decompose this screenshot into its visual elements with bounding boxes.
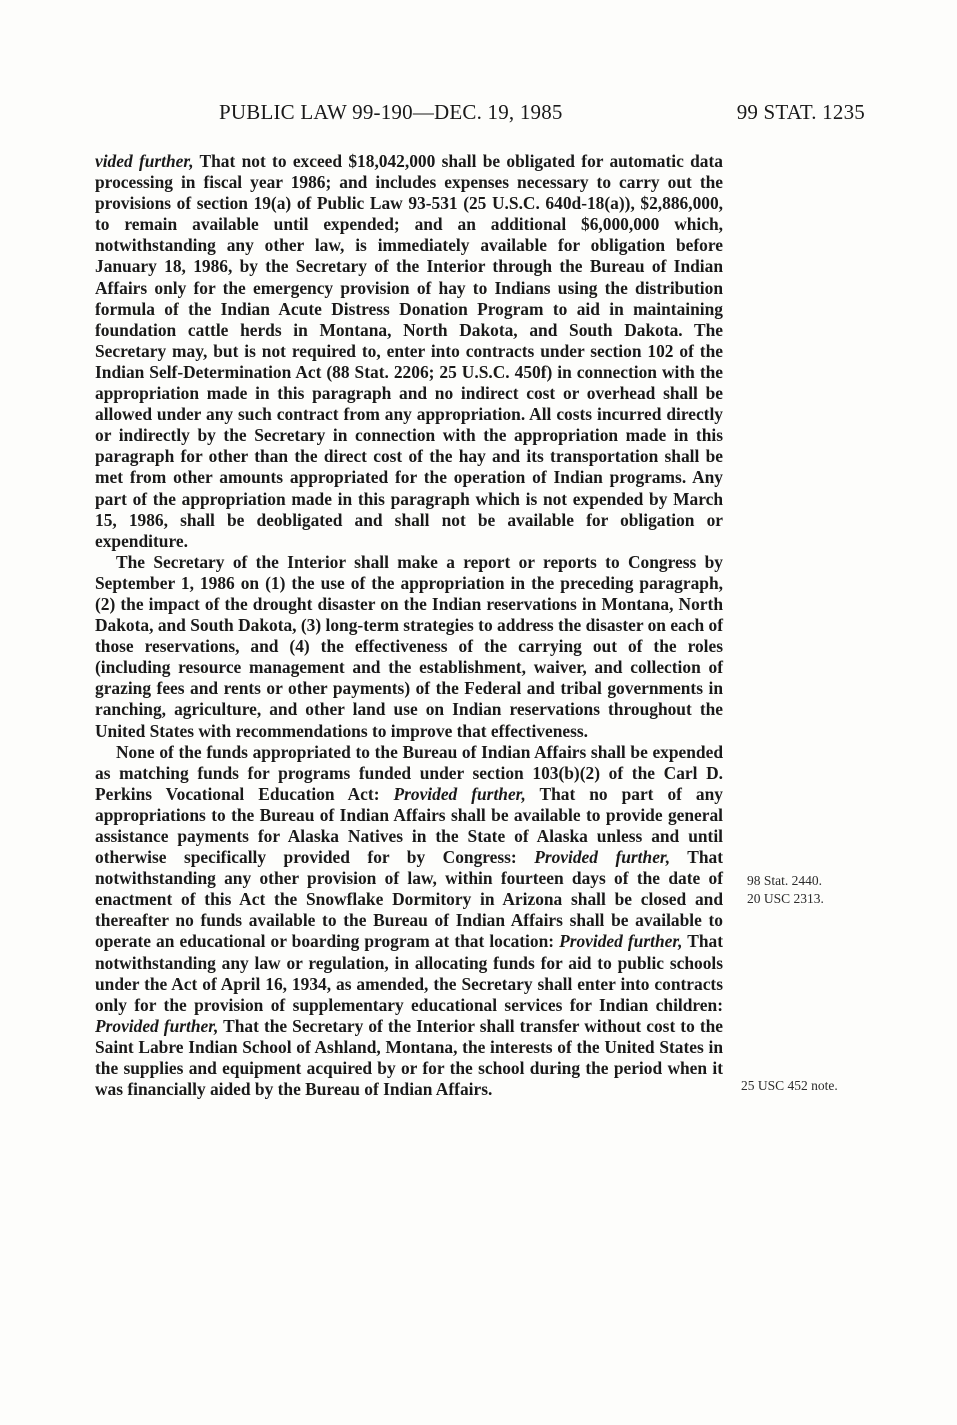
text-segment: Provided further,: [559, 931, 683, 952]
margin-note-line: 25 USC 452 note.: [741, 1078, 838, 1093]
text-segment: That the Secretary of the Interior shall transfer without cost to the Saint Labre Indian School of Ashland, Montana, the interests of the United States in the supplies and equipment acquired by or for the school during the period when it was financially aided by the Bureau of Indian Affairs.: [95, 1015, 723, 1100]
text-segment: Provided further,: [393, 783, 526, 804]
text-segment: That no part of any appropriations to the Bureau of Indian Affairs shall be available to provide general assistance payments for Alaska Natives in the State of Alaska unless and until otherwise specifically provided for by Congress:: [95, 783, 723, 868]
text-segment: The Secretary of the Interior shall make a report or reports to Congress by September 1, 1986 on (1) the use of the appropriation in the preceding paragraph, (2) the impact of the drought disaster on the Indian reservations in Montana, North Dakota, and South Dakota, (3) long-term strategies to address the disaster on each of those reservations, and (4) the effectiveness of the carrying out of the roles (including resource management and the establishment, waiver, and collection of grazing fees and rents or other payments) of the Federal and tribal governments in ranching, agriculture, and other land use on Indian reservations throughout the United States with recommendations to improve that effectiveness.: [95, 551, 723, 741]
body-text: [95, 151, 723, 1100]
text-segment: That notwithstanding any other provision of law, within fourteen days of the date of enactment of this Act the Snowflake Dormitory in Arizona shall be closed and thereafter no funds available to the Bureau of Indian Affairs shall be available to operate an educational or boarding program at that location:: [95, 847, 724, 952]
text-segment: That notwithstanding any law or regulation, in allocating funds for aid to public schools under the Act of April 16, 1934, as amended, the Secretary shall enter into contracts only for the provision of supplementary educational services for Indian children:: [95, 931, 723, 1015]
text-segment: vided further,: [95, 151, 194, 171]
margin-citation-note: [747, 872, 867, 908]
paragraph-funding-restrictions: [95, 742, 723, 1101]
paragraph-hay-appropriation: [95, 151, 723, 552]
text-segment: Provided further,: [534, 847, 671, 868]
text-segment: None of the funds appropriated to the Bureau of Indian Affairs shall be expended as matching funds for programs funded under section 103(b)(2) of the Carl D. Perkins Vocational Education Act:: [95, 741, 723, 804]
margin-note-line: 98 Stat. 2440.: [747, 873, 823, 888]
text-segment: That not to exceed $18,042,000 shall be obligated for automatic data processing in fiscal year 1986; and includes expenses necessary to carry out the provisions of section 19(a) of Public Law 93-531 (25 U.S.C. 640d-18(a)), $2,886,000, to remain available until expended; and an additional $6,000,000 which, notwithstanding any other law, is immediately available for obligation before January 18, 1986, by the Secretary of the Interior through the Bureau of Indian Affairs only for the emergency provision of hay to Indians using the distribution formula of the Indian Acute Distress Donation Program to aid in maintaining foundation cattle herds in Montana, North Dakota, and South Dakota. The Secretary may, but is not required to, enter into contracts under section 102 of the Indian Self-Determination Act (88 Stat. 2206; 25 U.S.C. 450f) in connection with the appropriation made in this paragraph and no indirect cost or overhead shall be allowed under any such contract from any appropriation. All costs incurred directly or indirectly by the Secretary in connection with the appropriation made in this paragraph for other than the direct cost of the hay and its transportation shall be met from other amounts appropriated for the operation of Indian programs. Any part of the appropriation made in this paragraph which is not expended by March 15, 1986, shall be deobligated and shall not be available for obligation or expenditure.: [95, 151, 723, 551]
running-title: PUBLIC LAW 99-190—DEC. 19, 1985: [219, 100, 563, 124]
margin-note-line: 20 USC 2313.: [747, 891, 824, 906]
statute-page-number: 99 STAT. 1235: [736, 100, 865, 124]
page-header: [95, 100, 865, 128]
paragraph-report-to-congress: [95, 552, 723, 742]
text-segment: Provided further,: [95, 1015, 219, 1036]
margin-citation-note: [741, 1077, 861, 1095]
